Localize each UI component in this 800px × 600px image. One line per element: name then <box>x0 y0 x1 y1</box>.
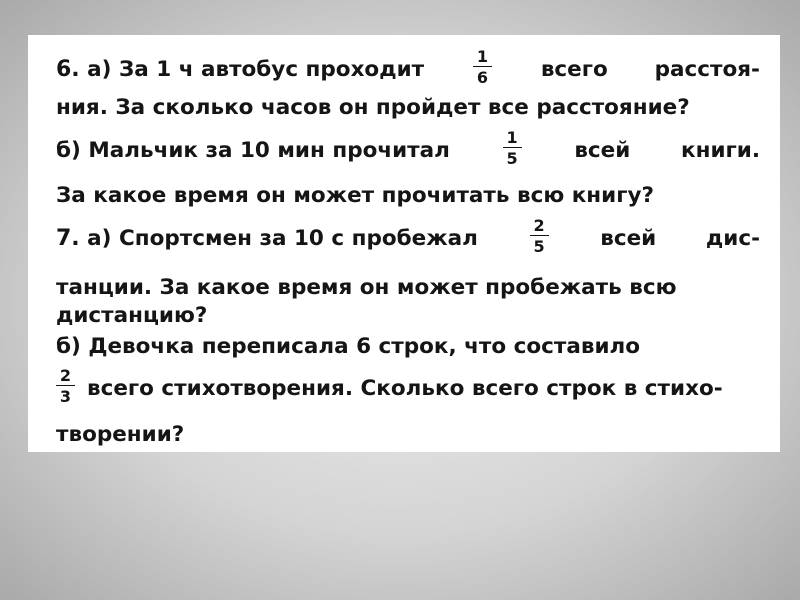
fraction-numerator: 1 <box>506 127 518 147</box>
fraction-numerator: 2 <box>59 365 72 385</box>
problem-number-6: 6. <box>56 57 80 82</box>
textbook-page <box>28 35 780 452</box>
fraction-bar <box>473 66 492 68</box>
problem-6a-word-all: всего <box>540 57 608 82</box>
fraction-two-thirds <box>56 367 75 406</box>
problem-7b-text: всего стихотворения. Сколько всего строк в стихо- <box>87 376 723 401</box>
fraction-bar <box>530 235 549 237</box>
fraction-bar <box>503 147 522 149</box>
fraction-denominator: 5 <box>533 237 545 257</box>
problem-7a-word-distance: дис- <box>705 226 760 251</box>
problem-6a-line-2: ния. За сколько часов он пройдет все расстояние? <box>56 95 690 120</box>
problem-6a-word-distance: расстоя- <box>654 57 760 82</box>
problem-7b-line-1: б) Девочка переписала 6 строк, что составило <box>56 334 641 359</box>
fraction-denominator: 6 <box>476 68 489 88</box>
problem-6a-line-1 <box>56 46 760 88</box>
fraction-two-fifths <box>530 217 549 256</box>
problem-6b-word-whole: всей <box>574 138 631 163</box>
fraction-bar <box>56 385 75 387</box>
fraction-denominator: 3 <box>59 387 72 407</box>
fraction-denominator: 5 <box>506 149 518 169</box>
problem-7a-line-3: дистанцию? <box>56 303 208 328</box>
fraction-one-sixth <box>473 48 492 87</box>
problem-6b-word-book: книги. <box>681 138 760 163</box>
problem-7b-line-2 <box>56 365 760 407</box>
problem-7a-text-start: а) Спортсмен за 10 с пробежал <box>87 226 478 251</box>
problem-7a-line-1 <box>56 215 760 257</box>
problem-6b-line-2: За какое время он может прочитать всю книгу? <box>56 183 654 208</box>
problem-7b-line-3: творении? <box>56 422 185 447</box>
problem-6b-text-start: б) Мальчик за 10 мин прочитал <box>56 138 450 163</box>
problem-number-7: 7. <box>56 226 80 251</box>
problem-7a-word-whole: всей <box>600 226 657 251</box>
problem-7a-line-2: танции. За какое время он может пробежать всю <box>56 275 677 300</box>
problem-6a-text-start: а) За 1 ч автобус проходит <box>87 57 425 82</box>
problem-6b-line-1 <box>56 127 760 169</box>
fraction-one-fifth <box>503 129 522 168</box>
fraction-numerator: 1 <box>476 46 489 66</box>
fraction-numerator: 2 <box>533 215 545 235</box>
